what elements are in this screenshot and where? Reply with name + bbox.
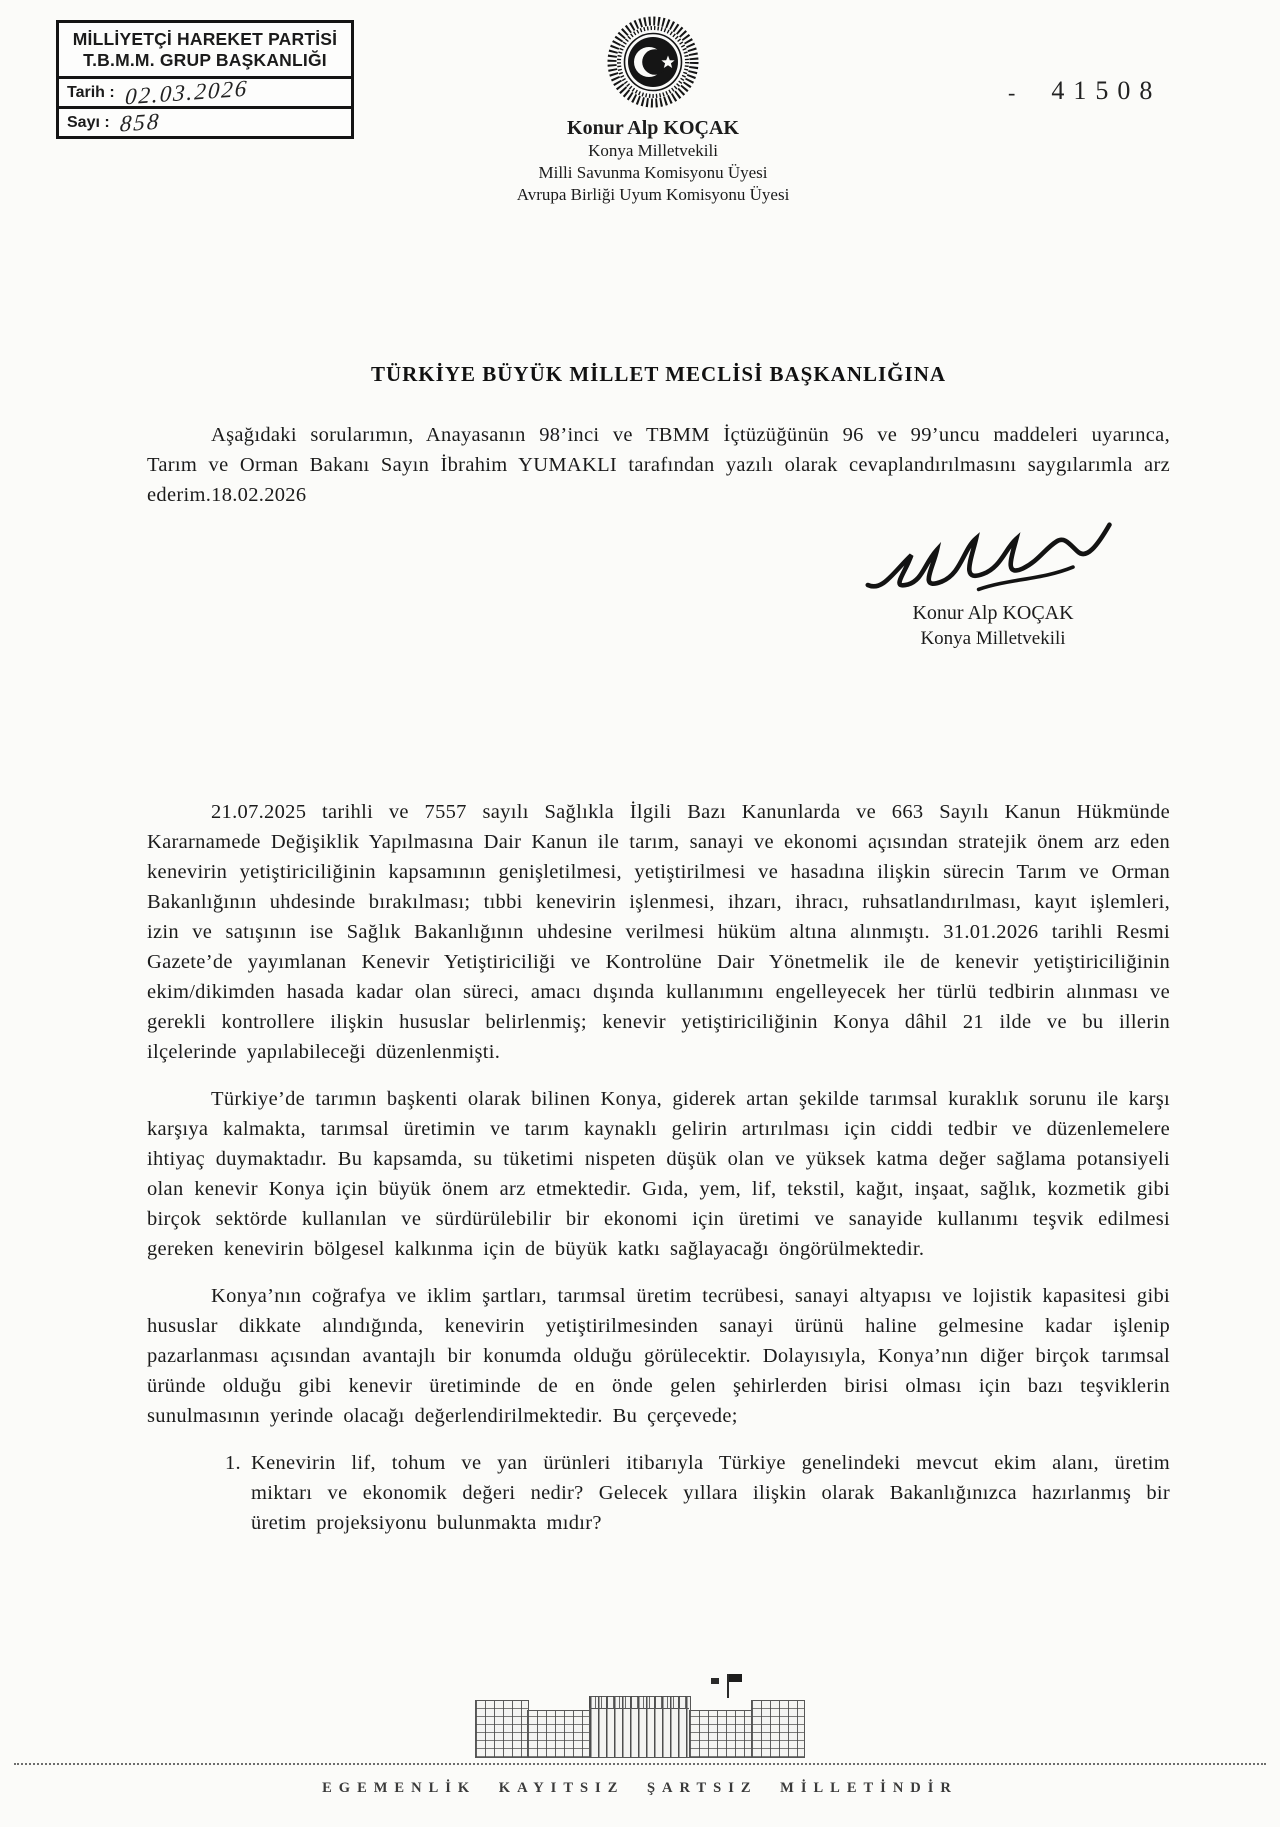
stamp-number-label: Sayı :	[67, 113, 110, 131]
building-ground-line	[475, 1757, 805, 1758]
letterhead-title-3: Avrupa Birliği Uyum Komisyonu Üyesi	[516, 185, 790, 204]
footer-dotted-rule	[14, 1763, 1266, 1765]
stamp-date-label: Tarih :	[67, 83, 115, 101]
intro-section	[147, 420, 1170, 510]
intro-paragraph: Aşağıdaki sorularımın, Anayasanın 98’inci ve TBMM İçtüzüğünün 96 ve 99’uncu maddeleri uyarınca, Tarım ve Orman Bakanı Sayın İbrahim YUMAKLI tarafından yazılı olarak cevaplandırılmasını saygılarımla arz ederim.18.02.2026	[147, 424, 1170, 506]
building-left-wing	[527, 1710, 591, 1758]
building-right-pavilion	[751, 1700, 805, 1758]
registry-number-value: 41508	[1051, 76, 1162, 105]
signature-icon	[855, 508, 1131, 609]
body-text	[147, 797, 1170, 1538]
tbmm-seal-icon	[607, 16, 699, 108]
stamp-org-line2: T.B.M.M. GRUP BAŞKANLIĞI	[83, 50, 327, 70]
stamp-date-value: 02.03.2026	[124, 75, 249, 109]
question-item-1	[225, 1448, 1170, 1538]
letterhead-title-1: Konya Milletvekili	[588, 141, 718, 160]
signature-block	[828, 520, 1158, 651]
signatory-title: Konya Milletvekili	[920, 628, 1066, 649]
question-number: 1.	[225, 1452, 241, 1474]
document-heading: TÜRKİYE BÜYÜK MİLLET MECLİSİ BAŞKANLIĞINA	[370, 362, 947, 386]
signatory-name: Konur Alp KOÇAK	[912, 602, 1074, 624]
letterhead-name: Konur Alp KOÇAK	[567, 117, 739, 139]
parliament-building-illustration	[475, 1682, 805, 1766]
building-right-wing	[689, 1710, 753, 1758]
body-paragraph-3: Konya’nın coğrafya ve iklim şartları, tarımsal üretim tecrübesi, sanayi altyapısı ve lojistik kapasitesi gibi hususlar dikkate alındığında, kenevirin yetiştirilmesinden sanayi ürünü haline gelmesine kadar işlenip pazarlanması açısından avantajlı bir konumda olduğu görülecektir. Dolayısıyla, Konya’nın diğer birçok tarımsal üründe olduğu gibi kenevir üretiminde de en önde gelen şehirlerden birisi olması için bazı teşviklerin sunulmasının yerinde olacağı değerlendirilmektedir. Bu çerçevede;	[147, 1285, 1170, 1427]
building-left-pavilion	[475, 1700, 529, 1758]
letterhead	[443, 16, 863, 206]
party-stamp-box	[56, 20, 354, 139]
stamp-header	[59, 23, 351, 79]
body-paragraph-1: 21.07.2025 tarihli ve 7557 sayılı Sağlıkla İlgili Bazı Kanunlarda ve 663 Sayılı Kanun Hükmünde Kararnamede Değişiklik Yapılmasına Dair Kanun ile tarım, sanayi ve ekonomi açısından stratejik önem arz eden kenevirin yetiştiriciliğinin kapsamının genişletilmesi, yetiştirilmesi ve hasadına ilişkin sürecin Tarım ve Orman Bakanlığının uhdesinde bırakılması; tıbbi kenevirin işlenmesi, ihzarı, ihracı, ruhsatlandırılması, kayıt işlemleri, izin ve satışının ise Sağlık Bakanlığının uhdesine verilmesi hüküm altına alınmıştı. 31.01.2026 tarihli Resmi Gazete’de yayımlanan Kenevir Yetiştiriciliği ve Kontrolüne Dair Yönetmelik ile de kenevir yetiştiriciliğinin ekim/dikimden hasada kadar olan süreci, amacı dışında kullanımını engelleyecek her türlü tedbirin alınması ve gerekli kontrollere ilişkin hususlar belirlenmiş; kenevir yetiştiriciliğinin Konya dâhil 21 ilde ve bu illerin ilçelerinde yapılabileceği düzenlenmişti.	[147, 801, 1170, 1063]
letterhead-title-2: Milli Savunma Komisyonu Üyesi	[538, 163, 768, 182]
registry-number	[1008, 76, 1161, 106]
stamp-date-row	[59, 75, 351, 109]
body-paragraph-2: Türkiye’de tarımın başkenti olarak bilinen Konya, giderek artan şekilde tarımsal kuraklık sorunu ile karşı karşıya kalmakta, tarımsal üretimin ve tarım kaynaklı gelirin artırılması için ciddi tedbir ve düzenlemelere ihtiyaç duymaktadır. Bu kapsamda, su tüketimi nispeten düşük olan ve yüksek katma değer sağlama potansiyeli olan kenevir Konya için büyük önem arz etmektedir. Gıda, yem, lif, tekstil, kağıt, inşaat, sağlık, kozmetik gibi birçok sektörde kullanılan ve sürdürülebilir bir ekonomi için üretimi ve sanayide kullanımı teşvik edilmesi gereken kenevirin bölgesel kalkınma için de büyük katkı sağlayacağı öngörülmektedir.	[147, 1088, 1170, 1260]
registry-number-dash: -	[1008, 80, 1018, 105]
footer-motto: EGEMENLİK KAYITSIZ ŞARTSIZ MİLLETİNDİR	[322, 1780, 958, 1796]
building-attic	[589, 1696, 689, 1709]
small-flag-icon	[711, 1678, 719, 1684]
stamp-number-row	[59, 106, 351, 136]
flag-icon	[729, 1674, 742, 1682]
question-text: Kenevirin lif, tohum ve yan ürünleri itibarıyla Türkiye genelindeki mevcut ekim alanı, üretim miktarı ve ekonomik değeri nedir? Gelecek yıllara ilişkin olarak Bakanlığınızca hazırlanmış bir üretim projeksiyonu bulunmakta mıdır?	[251, 1452, 1170, 1534]
stamp-number-value: 858	[118, 107, 162, 137]
stamp-org-line1: MİLLİYETÇİ HAREKET PARTİSİ	[72, 29, 338, 49]
